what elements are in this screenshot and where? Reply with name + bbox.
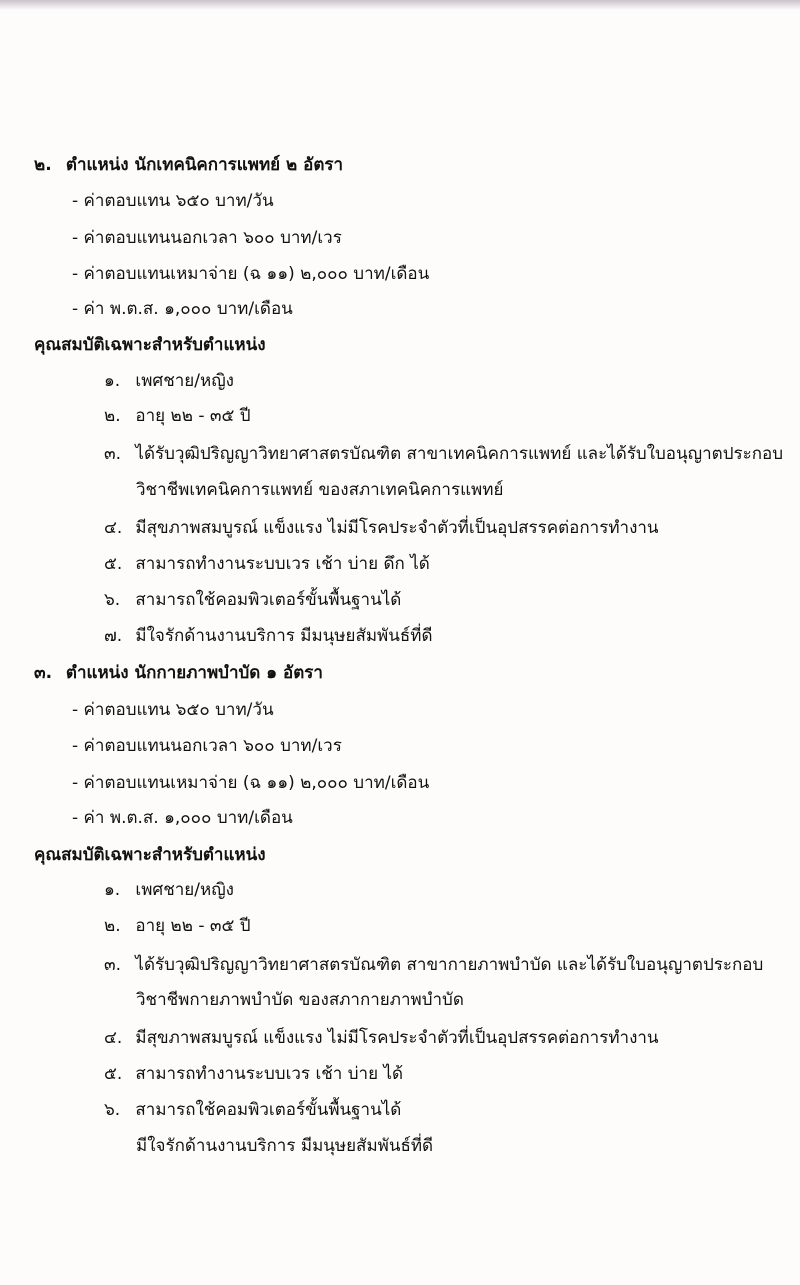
compensation-item: - ค่าตอบแทน ๖๕๐ บาท/วัน	[72, 191, 274, 211]
item-number: ๖.	[104, 590, 121, 610]
item-number: ๓.	[104, 955, 122, 975]
qualification-item	[104, 1062, 403, 1086]
item-text: ได้รับวุฒิปริญญาวิทยาศาสตรบัณฑิต สาขาเทคนิคการแพทย์ และได้รับใบอนุญาตประกอบ	[135, 444, 784, 464]
qualification-item	[104, 404, 251, 428]
compensation-item: - ค่าตอบแทนเหมาจ่าย (ฉ ๑๑) ๒,๐๐๐ บาท/เดือน	[72, 264, 430, 284]
section-heading	[34, 661, 323, 685]
item-text: มีใจรักด้านงานบริการ มีมนุษยสัมพันธ์ที่ดี	[135, 626, 433, 646]
qualification-item	[104, 442, 783, 466]
item-text: ได้รับวุฒิปริญญาวิทยาศาสตรบัณฑิต สาขากายภาพบำบัด และได้รับใบอนุญาตประกอบ	[135, 955, 764, 975]
section-title: ตำแหน่ง นักเทคนิคการแพทย์ ๒ อัตรา	[65, 155, 344, 175]
qualification-item	[104, 516, 659, 540]
qualification-item	[104, 588, 401, 612]
item-number: ๖.	[104, 1100, 121, 1120]
item-text: มีสุขภาพสมบูรณ์ แข็งแรง ไม่มีโรคประจำตัวที่เป็นอุปสรรคต่อการทำงาน	[135, 1028, 659, 1048]
item-number: ๕.	[104, 554, 123, 574]
item-number: ๓.	[104, 444, 122, 464]
section-heading	[34, 153, 343, 177]
qualification-item	[104, 1026, 659, 1050]
item-number: ๒.	[104, 916, 121, 936]
compensation-item: - ค่าตอบแทน ๖๕๐ บาท/วัน	[72, 700, 274, 720]
section-number: ๒.	[34, 155, 52, 175]
item-text: มีสุขภาพสมบูรณ์ แข็งแรง ไม่มีโรคประจำตัวที่เป็นอุปสรรคต่อการทำงาน	[135, 518, 659, 538]
item-text-continued: มีใจรักด้านงานบริการ มีมนุษยสัมพันธ์ที่ดี	[136, 1136, 434, 1156]
qualifications-heading: คุณสมบัติเฉพาะสำหรับตำแหน่ง	[34, 335, 266, 355]
qualification-item	[104, 1098, 401, 1122]
item-text: อายุ ๒๒ - ๓๕ ปี	[135, 406, 251, 426]
item-text: สามารถทำงานระบบเวร เช้า บ่าย ได้	[135, 1064, 404, 1084]
section-number: ๓.	[34, 663, 53, 683]
item-number: ๕.	[104, 1064, 123, 1084]
item-number: ๒.	[104, 406, 121, 426]
qualification-item	[104, 914, 251, 938]
item-text: เพศชาย/หญิง	[135, 880, 234, 900]
qualification-item	[104, 953, 763, 977]
item-text-continued: วิชาชีพกายภาพบำบัด ของสภากายภาพบำบัด	[136, 990, 464, 1010]
item-number: ๔.	[104, 518, 123, 538]
compensation-item: - ค่าตอบแทนเหมาจ่าย (ฉ ๑๑) ๒,๐๐๐ บาท/เดือน	[72, 773, 430, 793]
qualification-item	[104, 878, 234, 902]
compensation-item: - ค่า พ.ต.ส. ๑,๐๐๐ บาท/เดือน	[72, 808, 293, 828]
compensation-item: - ค่า พ.ต.ส. ๑,๐๐๐ บาท/เดือน	[72, 299, 293, 319]
item-text: สามารถทำงานระบบเวร เช้า บ่าย ดึก ได้	[135, 554, 430, 574]
qualification-item	[104, 369, 234, 393]
compensation-item: - ค่าตอบแทนนอกเวลา ๖๐๐ บาท/เวร	[72, 736, 342, 756]
scan-top-edge	[0, 0, 800, 10]
item-text-continued: วิชาชีพเทคนิคการแพทย์ ของสภาเทคนิคการแพทย์	[136, 480, 504, 500]
qualification-item	[104, 624, 433, 648]
item-number: ๗.	[104, 626, 123, 646]
item-number: ๔.	[104, 1028, 123, 1048]
section-title: ตำแหน่ง นักกายภาพบำบัด ๑ อัตรา	[65, 663, 323, 683]
item-number: ๑.	[104, 880, 121, 900]
item-text: สามารถใช้คอมพิวเตอร์ขั้นพื้นฐานได้	[135, 1100, 402, 1120]
compensation-item: - ค่าตอบแทนนอกเวลา ๖๐๐ บาท/เวร	[72, 228, 342, 248]
item-text: เพศชาย/หญิง	[135, 371, 234, 391]
item-number: ๑.	[104, 371, 121, 391]
item-text: สามารถใช้คอมพิวเตอร์ขั้นพื้นฐานได้	[135, 590, 402, 610]
qualifications-heading: คุณสมบัติเฉพาะสำหรับตำแหน่ง	[34, 845, 266, 865]
qualification-item	[104, 552, 430, 576]
item-text: อายุ ๒๒ - ๓๕ ปี	[135, 916, 251, 936]
